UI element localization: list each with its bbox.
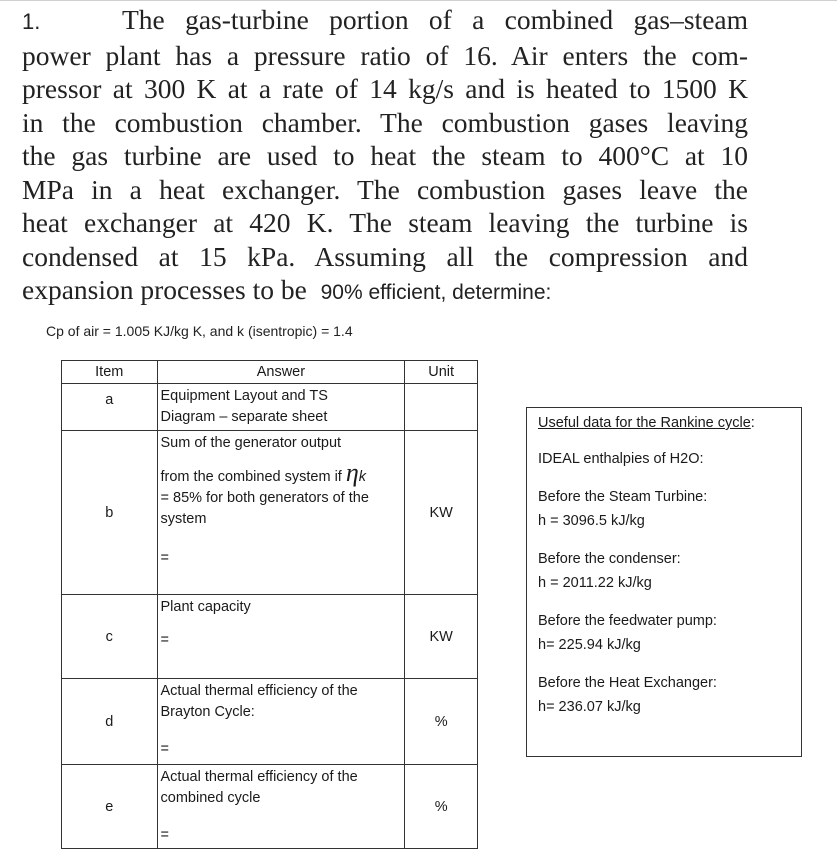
unit-c: KW (405, 595, 478, 679)
rankine-heading: Useful data for the Rankine cycle (538, 415, 751, 431)
item-b: b (62, 431, 158, 595)
feedwater-pump-value: h= 225.94 kJ/kg (538, 637, 641, 653)
answer-a: Equipment Layout and TS Diagram – separate sheet (157, 384, 405, 431)
question-number: 1. (22, 9, 41, 34)
problem-line-7: heat exchanger at 420 K. The steam leaving the turbine is (22, 207, 748, 238)
answer-e: Actual thermal efficiency of the combined cycle = (157, 765, 405, 849)
item-e: e (62, 765, 158, 849)
answer-table (61, 360, 478, 849)
answer-blank-c[interactable]: = (160, 632, 169, 648)
header-item: Item (62, 361, 158, 384)
answer-b: Sum of the generator output from the combined system if ηk = 85% for both generators of the system = (157, 431, 405, 595)
header-unit: Unit (405, 361, 478, 384)
answer-c: Plant capacity = (157, 595, 405, 679)
table-row (62, 431, 478, 595)
top-border-line (0, 0, 837, 1)
heat-exchanger-value: h= 236.07 kJ/kg (538, 699, 641, 715)
unit-d: % (405, 679, 478, 765)
table-row (62, 595, 478, 679)
header-answer: Answer (157, 361, 405, 384)
steam-turbine-label: Before the Steam Turbine: (538, 489, 708, 505)
condenser-label: Before the condenser: (538, 551, 681, 567)
rankine-data-box: Useful data for the Rankine cycle: IDEAL enthalpies of H2O: Before the Steam Turbine: h = 3096.5 kJ/kg Before the condenser: h = 2011.22 kJ/kg Before the feedwater pump: h= 225.94 kJ/kg Before the Heat Exchanger: h= 236.07 kJ/kg (526, 407, 802, 757)
problem-line-5: the gas turbine are used to heat the steam to 400°C at 10 (22, 140, 748, 171)
item-c: c (62, 595, 158, 679)
unit-b: KW (405, 431, 478, 595)
unit-e: % (405, 765, 478, 849)
problem-line-1: 1. The gas-turbine portion of a combined gas–steam (22, 3, 748, 39)
problem-line-2: power plant has a pressure ratio of 16. Air enters the com- (22, 39, 748, 71)
table-row (62, 679, 478, 765)
unit-a (405, 384, 478, 431)
eta-symbol: η (345, 458, 359, 487)
item-a: a (62, 384, 158, 431)
heat-exchanger-label: Before the Heat Exchanger: (538, 675, 717, 691)
item-d: d (62, 679, 158, 765)
condenser-value: h = 2011.22 kJ/kg (538, 575, 652, 591)
answer-blank-e[interactable]: = (160, 827, 169, 843)
problem-statement (22, 3, 748, 310)
problem-line-9: expansion processes to be 90% efficient, determine: (22, 274, 552, 305)
table-row (62, 765, 478, 849)
cp-note: Cp of air = 1.005 KJ/kg K, and k (isentropic) = 1.4 (46, 323, 353, 339)
problem-line-3: pressor at 300 K at a rate of 14 kg/s and is heated to 1500 K (22, 73, 748, 104)
steam-turbine-value: h = 3096.5 kJ/kg (538, 513, 645, 529)
problem-line-8: condensed at 15 kPa. Assuming all the compression and (22, 240, 748, 272)
problem-line-4: in the combustion chamber. The combustion gases leaving (22, 106, 748, 138)
efficiency-tail: 90% efficient, determine: (320, 281, 552, 304)
answer-d: Actual thermal efficiency of the Brayton Cycle: = (157, 679, 405, 765)
table-header-row (62, 361, 478, 384)
answer-blank-b[interactable]: = (160, 550, 169, 566)
table-row (62, 384, 478, 431)
answer-blank-d[interactable]: = (160, 741, 169, 757)
problem-line-6: MPa in a heat exchanger. The combustion gases leave the (22, 173, 748, 205)
ideal-enthalpies-label: IDEAL enthalpies of H2O: (538, 451, 704, 467)
feedwater-pump-label: Before the feedwater pump: (538, 613, 717, 629)
